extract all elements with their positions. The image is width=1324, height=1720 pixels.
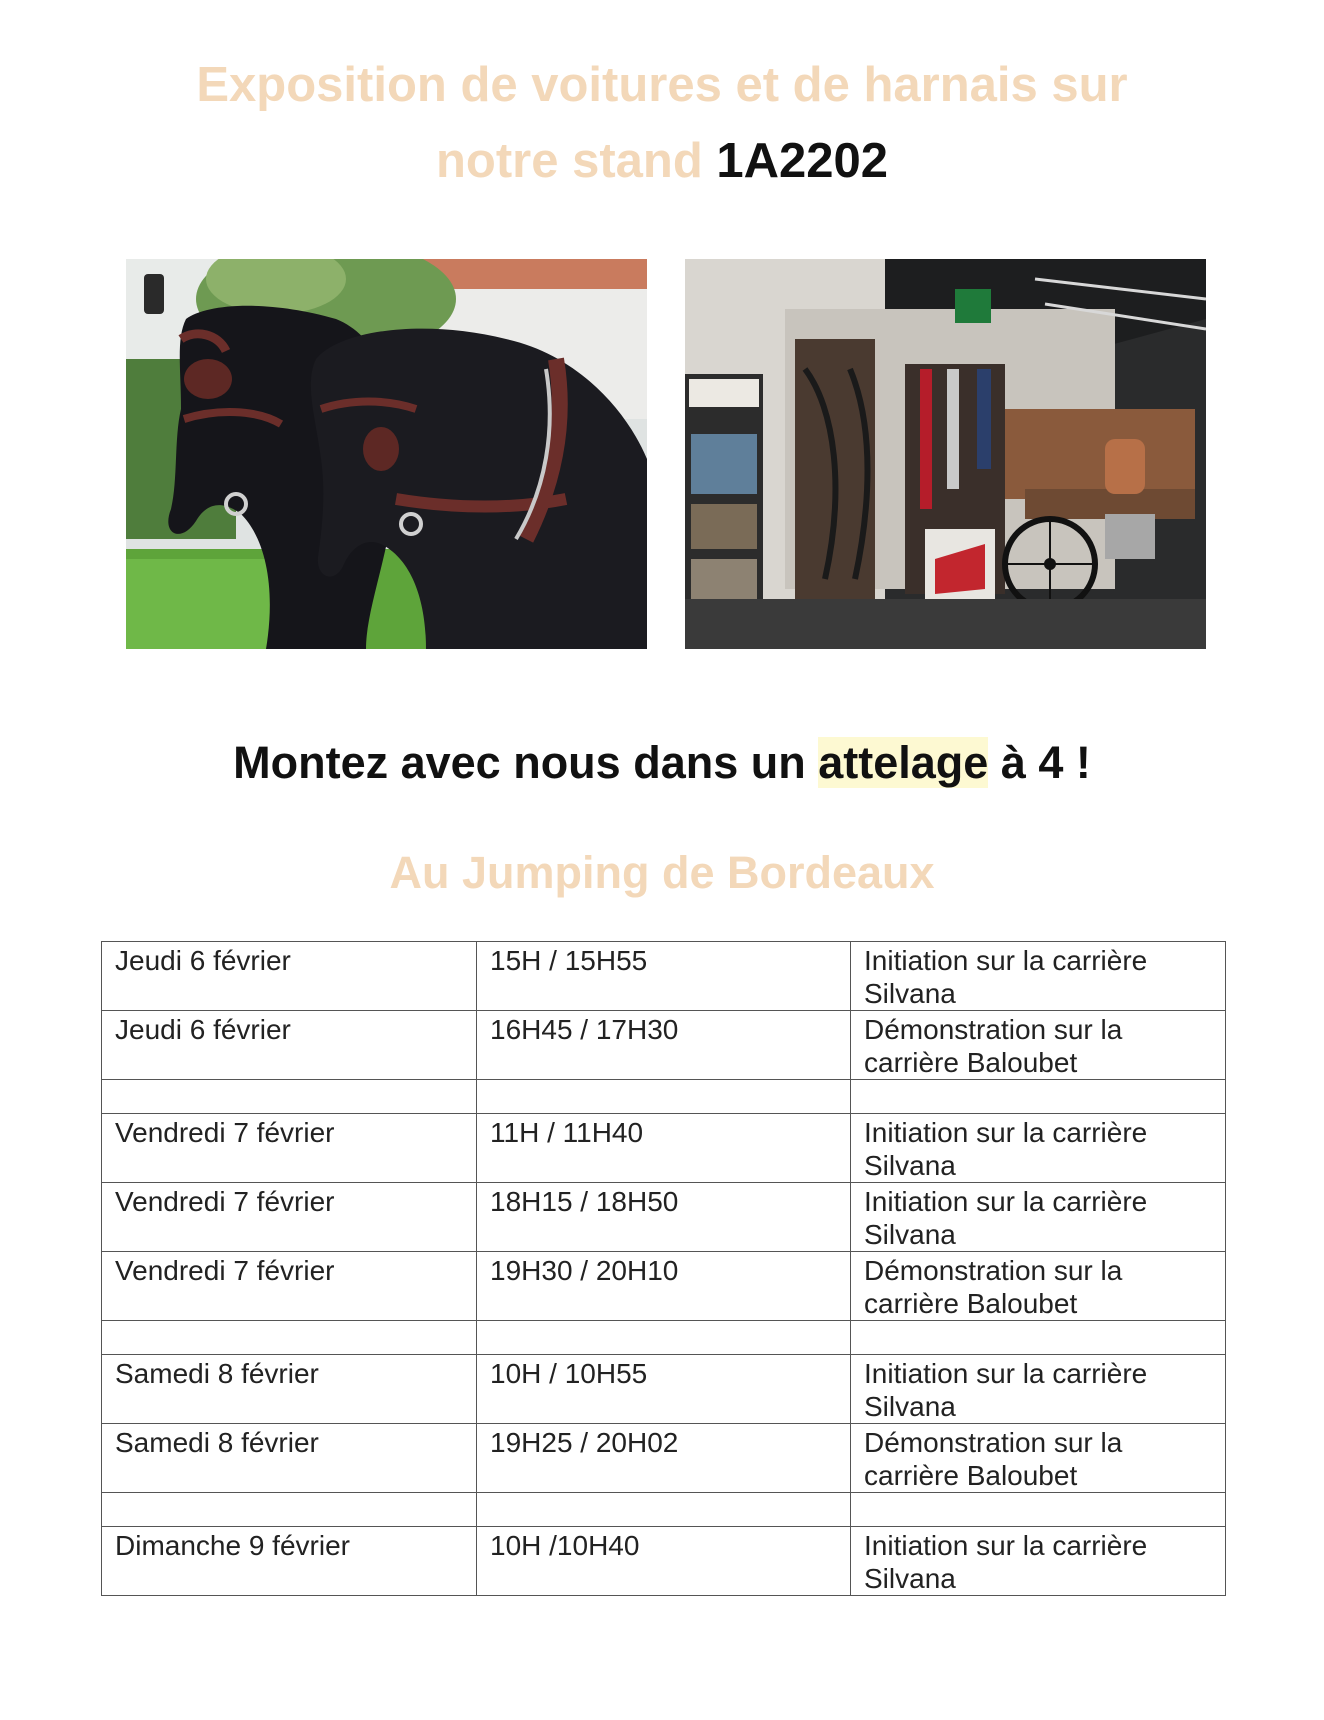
table-row (102, 1527, 1226, 1596)
time-cell: 10H / 10H55 (477, 1355, 851, 1424)
day-cell: Samedi 8 février (102, 1355, 477, 1424)
horses-photo-icon (126, 259, 647, 649)
table-row-spacer (102, 1493, 1226, 1527)
title-line-2 (0, 123, 1324, 199)
activity-cell: Initiation sur la carrière Silvana (851, 942, 1226, 1011)
time-cell (477, 1493, 851, 1527)
activity-cell (851, 1321, 1226, 1355)
time-cell (477, 1080, 851, 1114)
time-cell (477, 1321, 851, 1355)
ride-invitation (0, 733, 1324, 793)
title-stand-prefix: notre stand (435, 134, 703, 188)
time-cell: 19H25 / 20H02 (477, 1424, 851, 1493)
activity-cell: Démonstration sur la carrière Baloubet (851, 1424, 1226, 1493)
activity-cell: Initiation sur la carrière Silvana (851, 1183, 1226, 1252)
day-cell: Vendredi 7 février (102, 1252, 477, 1321)
table-row (102, 1011, 1226, 1080)
activity-cell: Initiation sur la carrière Silvana (851, 1527, 1226, 1596)
table-row (102, 1424, 1226, 1493)
time-cell: 19H30 / 20H10 (477, 1252, 851, 1321)
table-row (102, 1252, 1226, 1321)
activity-cell: Démonstration sur la carrière Baloubet (851, 1011, 1226, 1080)
day-cell: Jeudi 6 février (102, 1011, 477, 1080)
day-cell: Vendredi 7 février (102, 1183, 477, 1252)
day-cell (102, 1493, 477, 1527)
day-cell: Vendredi 7 février (102, 1114, 477, 1183)
venue-title: Au Jumping de Bordeaux (389, 847, 935, 898)
activity-cell: Initiation sur la carrière Silvana (851, 1355, 1226, 1424)
day-cell: Dimanche 9 février (102, 1527, 477, 1596)
table-row-spacer (102, 1080, 1226, 1114)
title-line-1: Exposition de voitures et de harnais sur (196, 58, 1128, 112)
table-row-spacer (102, 1321, 1226, 1355)
stand-number: 1A2202 (716, 134, 889, 188)
day-cell (102, 1080, 477, 1114)
schedule-table (101, 941, 1226, 1596)
activity-cell (851, 1493, 1226, 1527)
time-cell: 18H15 / 18H50 (477, 1183, 851, 1252)
ride-invitation-highlight: attelage (818, 737, 989, 788)
table-row (102, 1355, 1226, 1424)
time-cell: 16H45 / 17H30 (477, 1011, 851, 1080)
time-cell: 15H / 15H55 (477, 942, 851, 1011)
time-cell: 10H /10H40 (477, 1527, 851, 1596)
time-cell: 11H / 11H40 (477, 1114, 851, 1183)
table-row (102, 1183, 1226, 1252)
day-cell: Jeudi 6 février (102, 942, 477, 1011)
table-row (102, 942, 1226, 1011)
day-cell: Samedi 8 février (102, 1424, 477, 1493)
activity-cell: Démonstration sur la carrière Baloubet (851, 1252, 1226, 1321)
activity-cell (851, 1080, 1226, 1114)
exhibition-stand-photo-icon (685, 259, 1206, 649)
table-row (102, 1114, 1226, 1183)
activity-cell: Initiation sur la carrière Silvana (851, 1114, 1226, 1183)
ride-invitation-text: Montez avec nous dans un (233, 737, 806, 788)
ride-invitation-end: à 4 ! (1000, 737, 1091, 788)
day-cell (102, 1321, 477, 1355)
